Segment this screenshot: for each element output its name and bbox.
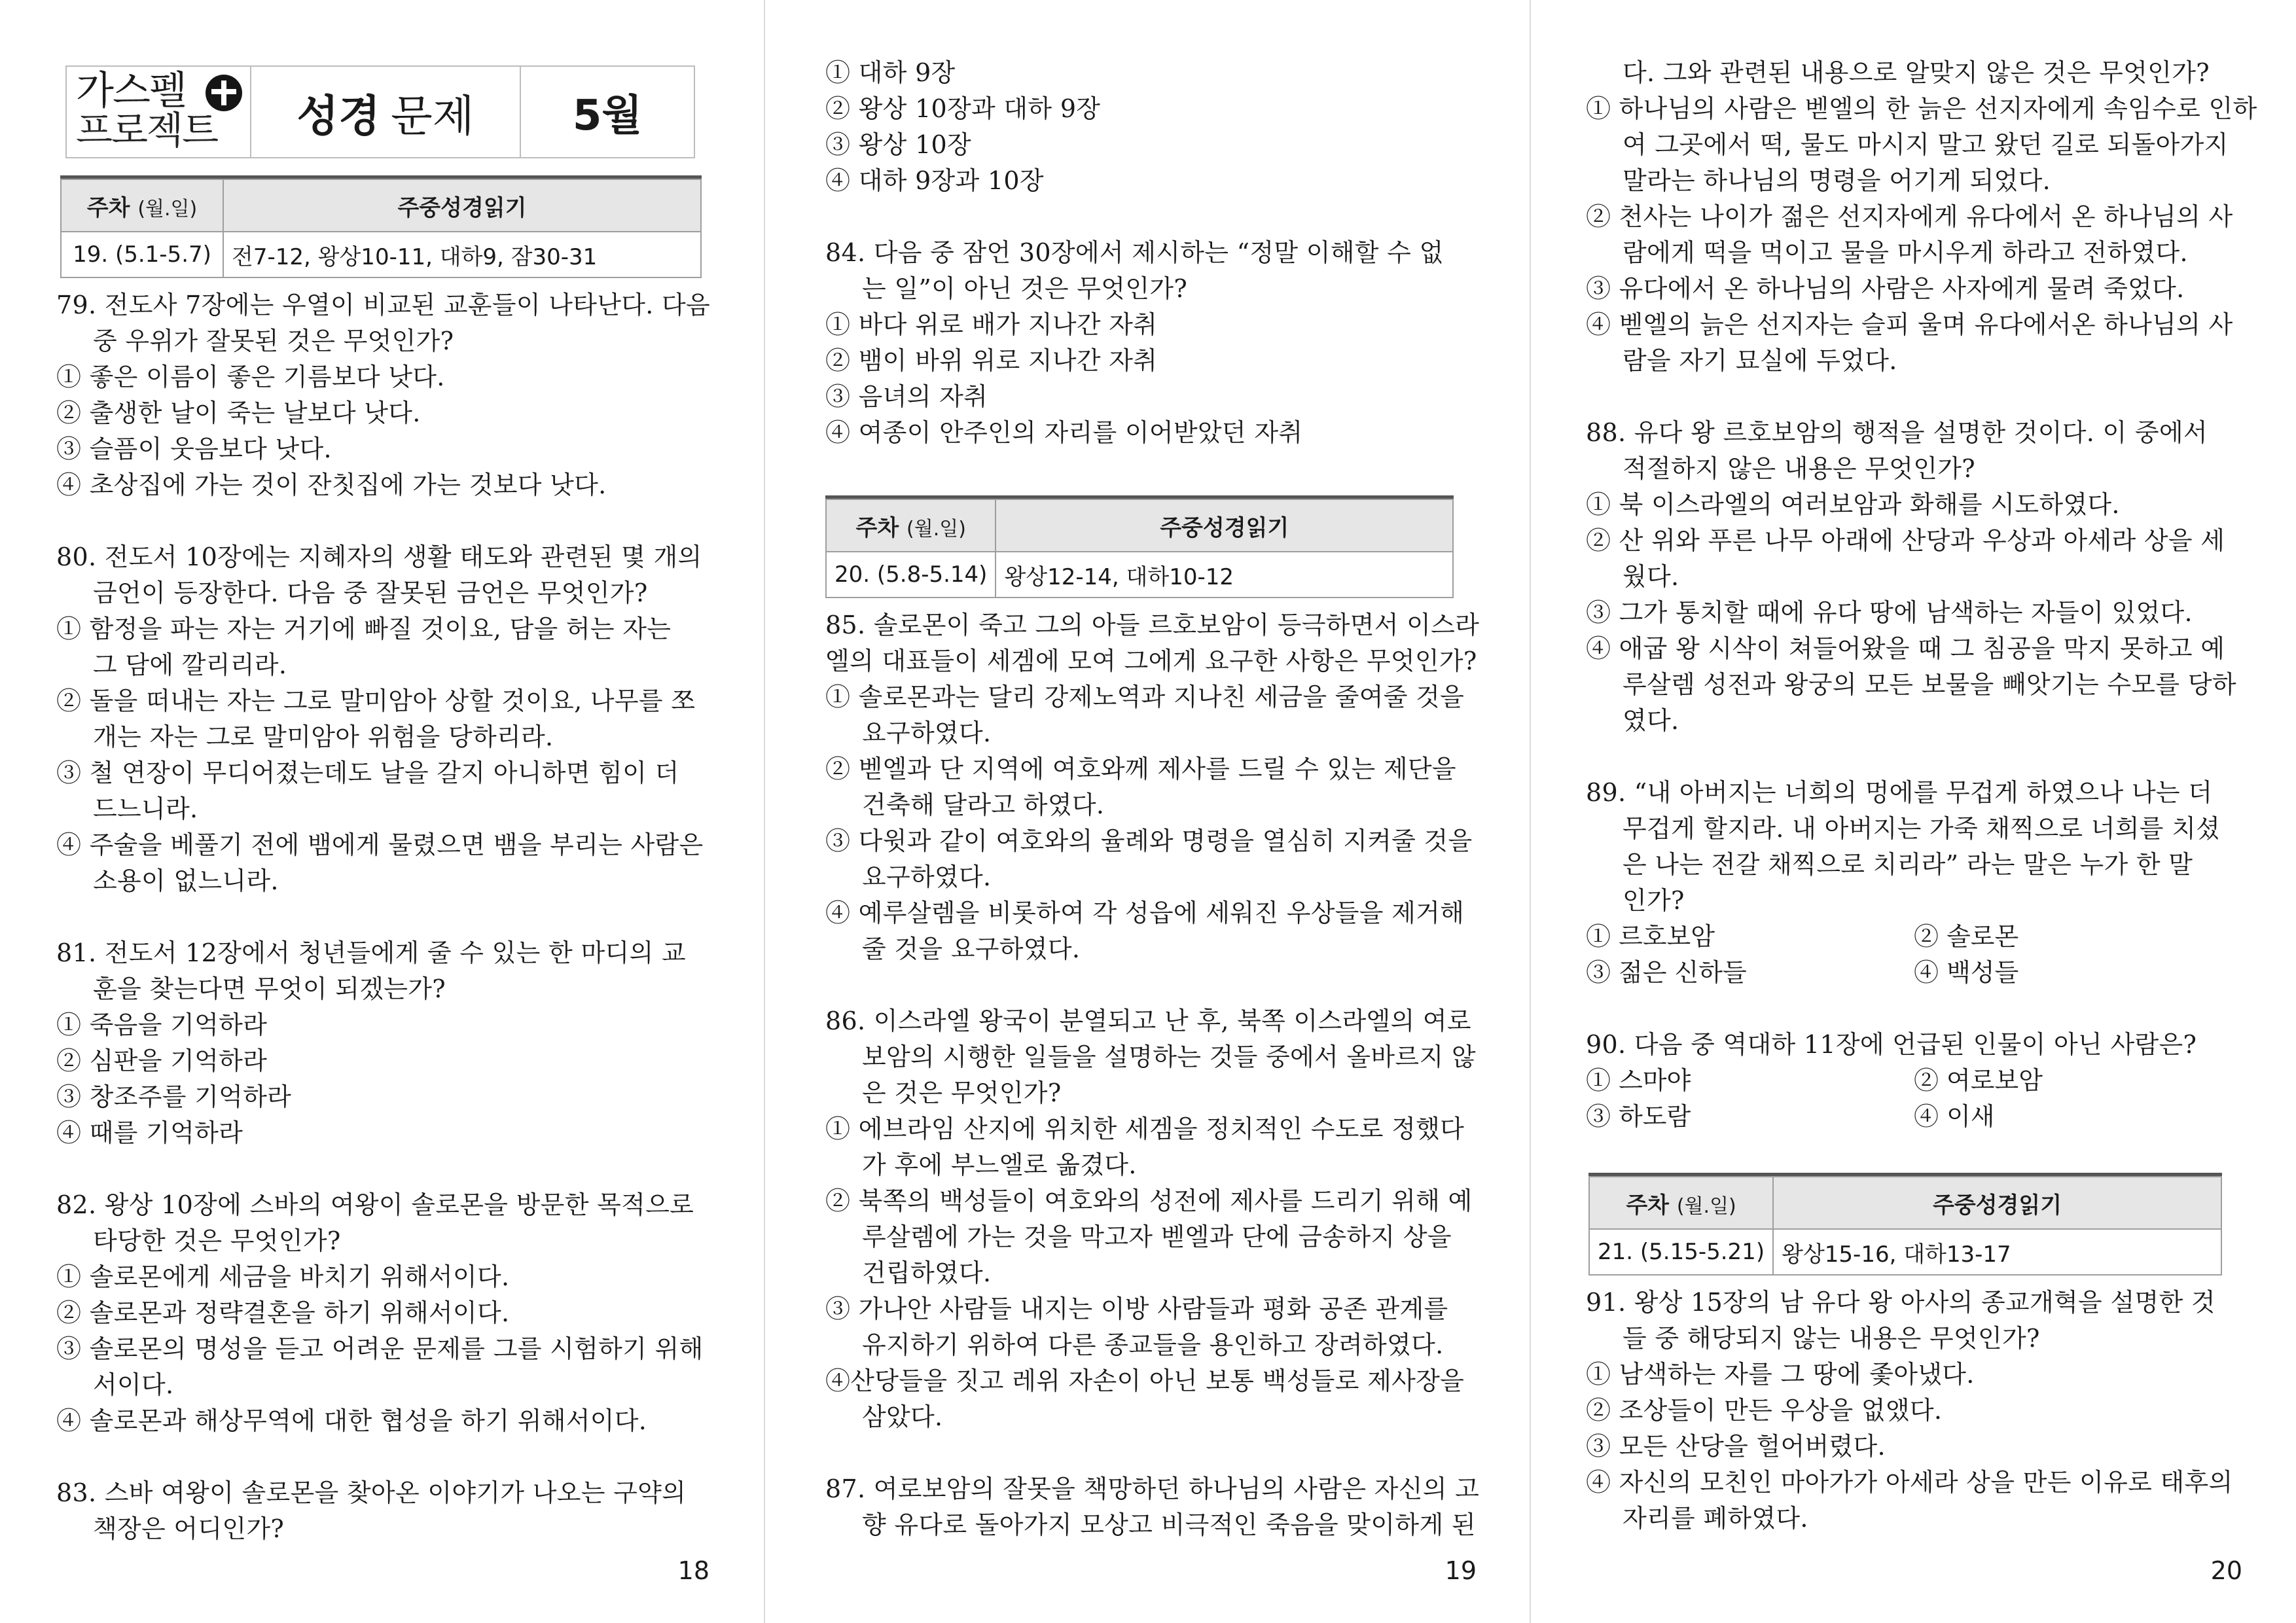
option: ④ 자신의 모친인 마아가가 아세라 상을 만든 이유로 태후의 bbox=[1586, 1468, 2233, 1497]
option: ④ 벧엘의 늙은 선지자는 슬피 울며 유다에서온 하나님의 사 bbox=[1586, 310, 2233, 339]
table-header-reading: 주중성경읽기 bbox=[996, 499, 1453, 552]
week-table-20 bbox=[825, 495, 1454, 598]
option: ④ 이새 bbox=[1914, 1102, 1995, 1131]
week-table-19 bbox=[60, 175, 702, 278]
question-86: 86. 이스라엘 왕국이 분열되고 난 후, 북쪽 이스라엘의 여로 보암의 시행한 일들을 설명하는 것들 중에서 올바르지 않 은 것은 무엇인가? ① 에브라임 산지에 위치한 세겜을 정치적인 수도로 정했다 가 후에 부느엘로 옮겼다. ② 북쪽의 백성들이 여호와의 성전에 제사를 드리기 위해 예 루살렘에 가는 것을 막고자 벧엘과 단에 금송하지 상을 건립하였다. ③ 가나안 사람들 내지는 이방 사람들과 평화 공존 관계를 유지하기 위하여 다른 종교들을 용인하고 장려하였다. ④산당들을 짓고 레위 자손이 아닌 보통 백성들로 제사장을 삼았다. bbox=[825, 1003, 1480, 1435]
option: ① 좋은 이름이 좋은 기름보다 낫다. bbox=[56, 363, 445, 391]
option: ② 천사는 나이가 젊은 선지자에게 유다에서 온 하나님의 사 bbox=[1586, 202, 2233, 231]
option: ① 솔로몬과는 달리 강제노역과 지나친 세금을 줄여줄 것을 bbox=[825, 683, 1465, 711]
option: ④ 대하 9장과 10장 bbox=[825, 166, 1044, 195]
option: ④산당들을 짓고 레위 자손이 아닌 보통 백성들로 제사장을 bbox=[825, 1366, 1465, 1395]
table-header-reading: 주중성경읽기 bbox=[1773, 1177, 2221, 1229]
option: ① 솔로몬에게 세금을 바치기 위해서이다. bbox=[56, 1262, 510, 1291]
option: ④ 여종이 안주인의 자리를 이어받았던 자취 bbox=[825, 418, 1303, 447]
option: ① 바다 위로 배가 지나간 자취 bbox=[825, 310, 1158, 339]
week-cell: 21. (5.15-5.21) bbox=[1589, 1229, 1773, 1275]
column-page-18 bbox=[56, 175, 711, 1547]
brand-line-1: 가스펠 bbox=[76, 68, 186, 114]
question-80: 80. 전도서 10장에는 지혜자의 생활 태도와 관련된 몇 개의 금언이 등장한다. 다음 중 잘못된 금언은 무엇인가? ① 함정을 파는 자는 거기에 빠질 것이요, 담을 허는 자는 그 담에 깔리리라. ② 돌을 떠내는 자는 그로 말미암아 상할 것이요, 나무를 쪼 개는 자는 그로 말미암아 위험을 당하리라. ③ 철 연장이 무디어졌는데도 날을 갈지 아니하면 힘이 더 드느니라. ④ 주술을 베풀기 전에 뱀에게 물렸으면 뱀을 부리는 사람은 소용이 없느니라. bbox=[56, 539, 711, 899]
option: ③ 하도람 bbox=[1586, 1102, 1691, 1131]
option: ③ 왕상 10장 bbox=[825, 130, 972, 159]
option: ② 솔로몬과 정략결혼을 하기 위해서이다. bbox=[56, 1298, 510, 1327]
option-row bbox=[1586, 955, 2242, 991]
option: ③ 그가 통치할 때에 유다 땅에 남색하는 자들이 있었다. bbox=[1586, 598, 2193, 627]
question-85: 85. 솔로몬이 죽고 그의 아들 르호보암이 등극하면서 이스라 엘의 대표들이 세겜에 모여 그에게 요구한 사항은 무엇인가? ① 솔로몬과는 달리 강제노역과 지나친 세금을 줄여줄 것을 요구하였다. ② 벧엘과 단 지역에 여호와께 제사를 드릴 수 있는 제단을 건축해 달라고 하였다. ③ 다윗과 같이 여호와의 율례와 명령을 열심히 지켜줄 것을 요구하였다. ④ 예루살렘을 비롯하여 각 성읍에 세워진 우상들을 제거해 줄 것을 요구하였다. bbox=[825, 611, 1480, 963]
week-cell: 19. (5.1-5.7) bbox=[61, 232, 223, 277]
reading-cell: 왕상12-14, 대하10-12 bbox=[996, 552, 1453, 597]
reading-cell: 왕상15-16, 대하13-17 bbox=[1773, 1229, 2221, 1275]
title-header bbox=[65, 65, 695, 158]
option: ② 벧엘과 단 지역에 여호와께 제사를 드릴 수 있는 제단을 bbox=[825, 755, 1456, 783]
week-cell: 20. (5.8-5.14) bbox=[826, 552, 996, 597]
page-19 bbox=[764, 0, 1530, 1623]
week-table-21 bbox=[1588, 1173, 2222, 1275]
option: ① 남색하는 자를 그 땅에 좇아냈다. bbox=[1586, 1360, 1975, 1389]
option: ② 여로보암 bbox=[1914, 1066, 2043, 1095]
option: ③ 모든 산당을 헐어버렸다. bbox=[1586, 1432, 1886, 1461]
page-20 bbox=[1530, 0, 2296, 1623]
option-row bbox=[1586, 1099, 2242, 1135]
question-81: 81. 전도서 12장에서 청년들에게 줄 수 있는 한 마디의 교 훈을 찾는다면 무엇이 되겠는가? ① 죽음을 기억하라 ② 심판을 기억하라 ③ 창조주를 기억하라 ④ 때를 기억하라 bbox=[56, 935, 711, 1151]
question-87: 87. 여로보암의 잘못을 책망하던 하나님의 사람은 자신의 고 향 유다로 돌아가지 모상고 비극적인 죽음을 맞이하게 된 bbox=[825, 1474, 1480, 1539]
option: ③ 가나안 사람들 내지는 이방 사람들과 평화 공존 관계를 bbox=[825, 1294, 1448, 1323]
month-label: 5월 bbox=[572, 92, 643, 140]
option: ③ 유다에서 온 하나님의 사람은 사자에게 물려 죽었다. bbox=[1586, 274, 2185, 303]
option: ④ 애굽 왕 시삭이 쳐들어왔을 때 그 침공을 막지 못하고 예 bbox=[1586, 634, 2225, 663]
brand-logo bbox=[67, 67, 251, 157]
question-84: 84. 다음 중 잠언 30장에서 제시하는 “정말 이해할 수 없 는 일”이 아닌 것은 무엇인가? ① 바다 위로 배가 지나간 자취 ② 뱀이 바위 위로 지나간 자취 ③ 음녀의 자취 ④ 여종이 안주인의 자리를 이어받았던 자취 bbox=[825, 235, 1480, 451]
option: ② 솔로몬 bbox=[1914, 922, 2019, 951]
option: ③ 솔로몬의 명성을 듣고 어려운 문제를 그를 시험하기 위해 bbox=[56, 1334, 704, 1363]
option: ① 하나님의 사람은 벧엘의 한 늙은 선지자에게 속임수로 인하 bbox=[1586, 94, 2257, 123]
option: ④ 초상집에 가는 것이 잔칫집에 가는 것보다 낫다. bbox=[56, 471, 607, 499]
page-number: 20 bbox=[2210, 1556, 2242, 1585]
question-91: 91. 왕상 15장의 남 유다 왕 아사의 종교개혁을 설명한 것 들 중 해당되지 않는 내용은 무엇인가? ① 남색하는 자를 그 땅에 좇아냈다. ② 조상들이 만든 우상을 없앴다. ③ 모든 산당을 헐어버렸다. ④ 자신의 모친인 마아가가 아세라 상을 만든 이유로 태후의 자리를 폐하였다. bbox=[1586, 1285, 2242, 1537]
table-header-reading: 주중성경읽기 bbox=[223, 179, 701, 232]
option: ④ 주술을 베풀기 전에 뱀에게 물렸으면 뱀을 부리는 사람은 bbox=[56, 830, 704, 859]
question-90: 90. 다음 중 역대하 11장에 언급된 인물이 아닌 사람은? ① 스마야 ② 여로보암 ③ 하도람 ④ 이새 bbox=[1586, 1027, 2242, 1135]
option: ② 북쪽의 백성들이 여호와의 성전에 제사를 드리기 위해 예 bbox=[825, 1186, 1473, 1215]
question-88: 88. 유다 왕 르호보암의 행적을 설명한 것이다. 이 중에서 적절하지 않은 내용은 무엇인가? ① 북 이스라엘의 여러보암과 화해를 시도하였다. ② 산 위와 푸른 나무 아래에 산당과 우상과 아세라 상을 세 웠다. ③ 그가 통치할 때에 유다 땅에 남색하는 자들이 있었다. ④ 애굽 왕 시삭이 쳐들어왔을 때 그 침공을 막지 못하고 예 루살렘 성전과 왕궁의 모든 보물을 빼앗기는 수모를 당하 였다. bbox=[1586, 415, 2242, 739]
page-number: 19 bbox=[1444, 1556, 1477, 1585]
option: ② 산 위와 푸른 나무 아래에 산당과 우상과 아세라 상을 세 bbox=[1586, 526, 2225, 555]
option: ③ 음녀의 자취 bbox=[825, 382, 988, 411]
option: ② 뱀이 바위 위로 지나간 자취 bbox=[825, 346, 1158, 375]
table-header-week: 주차 (월.일) bbox=[1589, 1177, 1773, 1229]
option: ② 조상들이 만든 우상을 없앴다. bbox=[1586, 1396, 1943, 1425]
option: ④ 솔로몬과 해상무역에 대한 협성을 하기 위해서이다. bbox=[56, 1406, 647, 1435]
option-row bbox=[1586, 1063, 2242, 1099]
brand-line-2: 프로젝트 bbox=[76, 108, 218, 152]
option: ④ 때를 기억하라 bbox=[56, 1118, 243, 1147]
option: ② 돌을 떠내는 자는 그로 말미암아 상할 것이요, 나무를 쪼 bbox=[56, 687, 696, 715]
question-87-continued: 다. 그와 관련된 내용으로 알맞지 않은 것은 무엇인가? ① 하나님의 사람은 벧엘의 한 늙은 선지자에게 속임수로 인하 여 그곳에서 떡, 물도 마시지 말고 왔던 길로 되돌아가지 말라는 하나님의 명령을 어기게 되었다. ② 천사는 나이가 젊은 선지자에게 유다에서 온 하나님의 사 람에게 떡을 먹이고 물을 마시우게 하라고 전하였다. ③ 유다에서 온 하나님의 사람은 사자에게 물려 죽었다. ④ 벧엘의 늙은 선지자는 슬피 울며 유다에서온 하나님의 사 람을 자기 묘실에 두었다. bbox=[1586, 58, 2257, 375]
subject-bold: 성경 bbox=[296, 90, 380, 141]
table-header-week: 주차 (월.일) bbox=[826, 499, 996, 552]
table-header-week: 주차 (월.일) bbox=[61, 179, 223, 232]
option: ③ 창조주를 기억하라 bbox=[56, 1082, 292, 1111]
page-18 bbox=[0, 0, 764, 1623]
option: ④ 예루살렘을 비롯하여 각 성읍에 세워진 우상들을 제거해 bbox=[825, 899, 1465, 927]
question-82: 82. 왕상 10장에 스바의 여왕이 솔로몬을 방문한 목적으로 타당한 것은 무엇인가? ① 솔로몬에게 세금을 바치기 위해서이다. ② 솔로몬과 정략결혼을 하기 위해서이다. ③ 솔로몬의 명성을 듣고 어려운 문제를 그를 시험하기 위해 서이다. ④ 솔로몬과 해상무역에 대한 협성을 하기 위해서이다. bbox=[56, 1187, 711, 1439]
option: ③ 젊은 신하들 bbox=[1586, 958, 1747, 987]
cross-icon bbox=[206, 75, 242, 111]
reading-cell: 전7-12, 왕상10-11, 대하9, 잠30-31 bbox=[223, 232, 701, 277]
option: ④ 백성들 bbox=[1914, 958, 2019, 987]
option-row bbox=[1586, 919, 2242, 955]
question-79: 79. 전도사 7장에는 우열이 비교된 교훈들이 나타난다. 다음 중 우위가 잘못된 것은 무엇인가? ① 좋은 이름이 좋은 기름보다 낫다. ② 출생한 날이 죽는 날보다 낫다. ③ 슬픔이 웃음보다 낫다. ④ 초상집에 가는 것이 잔칫집에 가는 것보다 낫다. bbox=[56, 287, 711, 503]
option: ③ 다윗과 같이 여호와의 율례와 명령을 열심히 지켜줄 것을 bbox=[825, 827, 1473, 855]
option: ② 심판을 기억하라 bbox=[56, 1046, 268, 1075]
question-83: 83. 스바 여왕이 솔로몬을 찾아온 이야기가 나오는 구약의 책장은 어디인가? bbox=[56, 1478, 687, 1543]
option: ① 스마야 bbox=[1586, 1066, 1691, 1095]
option: ① 북 이스라엘의 여러보암과 화해를 시도하였다. bbox=[1586, 490, 2120, 519]
page-number: 18 bbox=[677, 1556, 709, 1585]
subject-title bbox=[251, 67, 521, 157]
subject-rest: 문제 bbox=[391, 90, 475, 141]
option: ① 르호보암 bbox=[1586, 922, 1715, 951]
column-page-20 bbox=[1586, 55, 2257, 1537]
option: ② 왕상 10장과 대하 9장 bbox=[825, 94, 1101, 123]
option: ① 함정을 파는 자는 거기에 빠질 것이요, 담을 허는 자는 bbox=[56, 615, 672, 643]
question-83-options bbox=[825, 55, 1480, 199]
option: ① 대하 9장 bbox=[825, 58, 956, 87]
column-page-19 bbox=[825, 55, 1480, 1543]
option: ③ 슬픔이 웃음보다 낫다. bbox=[56, 435, 332, 463]
question-89: 89. “내 아버지는 너희의 멍에를 무겁게 하였으나 나는 더 무겁게 할지라. 내 아버지는 가죽 채찍으로 너희를 치셨 은 나는 전갈 채찍으로 치리라” 라는 말은 누가 한 말 인가? ① 르호보암 ② 솔로몬 ③ 젊은 신하들 ④ 백성들 bbox=[1586, 775, 2242, 991]
option: ① 에브라임 산지에 위치한 세겜을 정치적인 수도로 정했다 bbox=[825, 1115, 1465, 1143]
option: ① 죽음을 기억하라 bbox=[56, 1010, 268, 1039]
option: ② 출생한 날이 죽는 날보다 낫다. bbox=[56, 399, 421, 427]
option: ③ 철 연장이 무디어졌는데도 날을 갈지 아니하면 힘이 더 bbox=[56, 758, 679, 787]
